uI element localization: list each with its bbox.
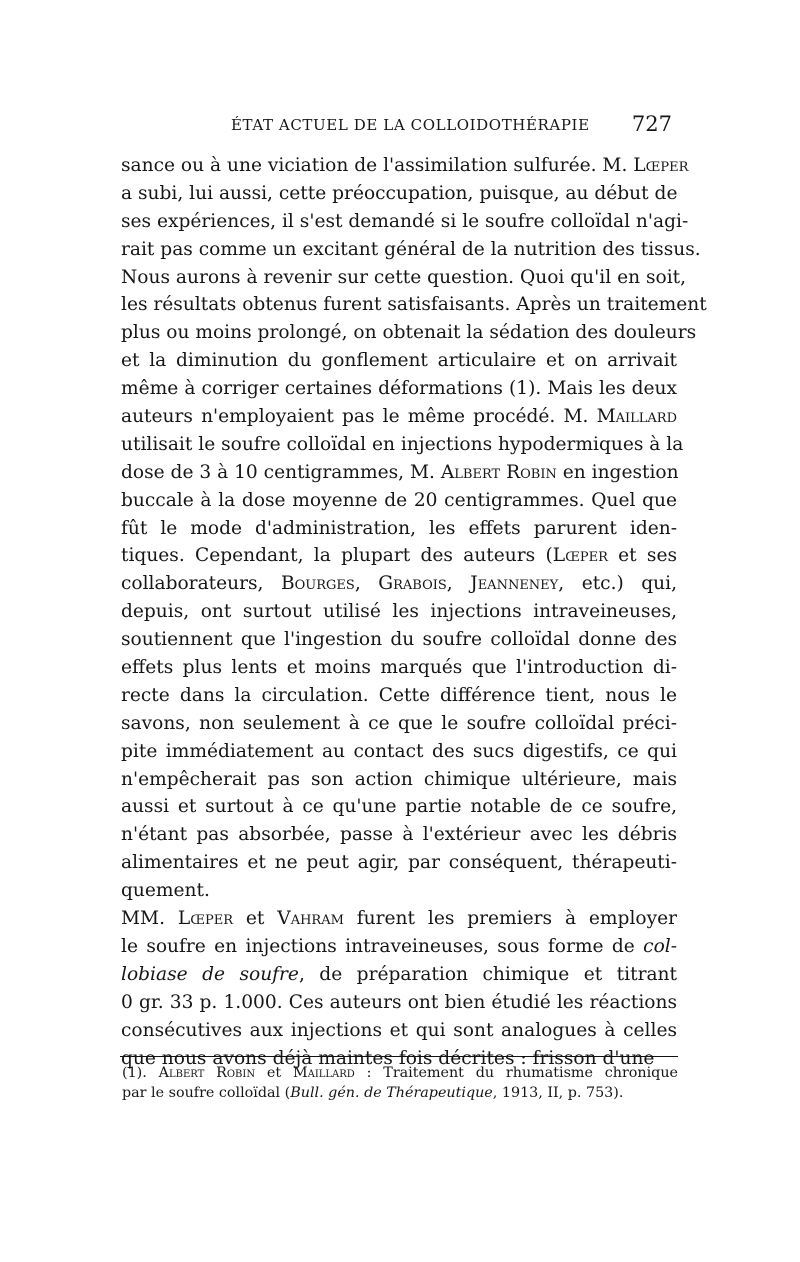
author-name: Jeanneney bbox=[470, 573, 559, 595]
text-run: n'empêcherait pas son action chimique ultérieure, mais bbox=[121, 768, 677, 790]
text-run: par le soufre colloïdal ( bbox=[122, 1084, 291, 1101]
text-line bbox=[121, 347, 677, 375]
author-name: Lœper bbox=[177, 908, 234, 930]
text-line bbox=[121, 403, 677, 431]
author-name: Maillard bbox=[596, 406, 677, 428]
text-line bbox=[121, 319, 697, 347]
author-name: Maillard bbox=[292, 1065, 355, 1081]
text-run: sance ou à une viciation de l'assimilation sulfurée. M. bbox=[121, 155, 634, 176]
text-run: depuis, ont surtout utilisé les injections intraveineuses, bbox=[121, 601, 677, 623]
text-run: ses expériences, il s'est demandé si le soufre colloïdal n'agi- bbox=[121, 210, 689, 232]
text-run: , de préparation chimique et titrant bbox=[298, 963, 677, 985]
text-line bbox=[121, 654, 677, 682]
text-run: n'étant pas absorbée, passe à l'extérieur avec les débris bbox=[121, 824, 677, 846]
text-run: , 1913, II, p. 753). bbox=[492, 1084, 624, 1101]
text-line bbox=[121, 766, 677, 794]
text-run: recte dans la circulation. Cette différence tient, nous le bbox=[121, 684, 677, 706]
running-header bbox=[118, 112, 678, 142]
text-run: fût le mode d'administration, les effets parurent iden- bbox=[121, 517, 677, 539]
text-run: furent les premiers à employer bbox=[343, 908, 677, 930]
text-line bbox=[121, 961, 677, 989]
text-line bbox=[121, 180, 677, 208]
text-run: rait pas comme un excitant général de la nutrition des tissus. bbox=[121, 238, 701, 260]
text-run: effets plus lents et moins marqués que l'introduction di- bbox=[121, 657, 677, 679]
text-line bbox=[121, 738, 677, 766]
text-run: plus ou moins prolongé, on obtenait la sédation des douleurs bbox=[121, 322, 697, 344]
text-run: tiques. Cependant, la plupart des auteurs ( bbox=[121, 545, 553, 567]
text-run: 0 gr. 33 p. 1.000. Ces auteurs ont bien étudié les réactions bbox=[121, 991, 677, 1013]
text-run: les résultats obtenus furent satisfaisants. Après un traitement bbox=[121, 294, 707, 316]
text-line bbox=[121, 821, 677, 849]
author-name: Albert Robin bbox=[158, 1065, 256, 1081]
text-line bbox=[121, 1017, 677, 1045]
text-run: et bbox=[255, 1065, 293, 1081]
text-run: aussi et surtout à ce qu'une partie notable de ce soufre, bbox=[121, 796, 677, 818]
text-run: utilisait le soufre colloïdal en injections hypodermiques à la bbox=[121, 433, 684, 455]
text-run: , bbox=[354, 573, 379, 595]
page-number: 727 bbox=[631, 112, 672, 136]
text-line bbox=[121, 236, 701, 264]
text-run: , etc.) qui, bbox=[558, 573, 677, 595]
text-line bbox=[121, 208, 689, 236]
text-run: et la diminution du gonflement articulaire et on arrivait bbox=[121, 350, 677, 372]
text-line bbox=[121, 487, 677, 515]
text-line bbox=[121, 989, 677, 1017]
text-run: a subi, lui aussi, cette préoccupation, puisque, au début de bbox=[121, 182, 678, 204]
text-run: soutiennent que l'ingestion du soufre colloïdal donne des bbox=[121, 629, 677, 651]
text-run: même à corriger certaines déformations (1). Mais les deux bbox=[121, 378, 677, 400]
text-run: et bbox=[233, 908, 278, 930]
text-run: MM. bbox=[121, 908, 178, 930]
author-name: Lœper bbox=[633, 155, 689, 176]
text-line bbox=[121, 849, 677, 877]
italic-text: lobiase de soufre bbox=[121, 963, 299, 985]
text-line bbox=[121, 933, 677, 961]
running-title: ÉTAT ACTUEL DE LA COLLOIDOTHÉRAPIE bbox=[231, 116, 590, 134]
author-name: Vahram bbox=[277, 908, 344, 930]
text-line bbox=[121, 542, 677, 570]
text-run: que nous avons déjà maintes fois décrites : frisson d'une bbox=[121, 1047, 655, 1069]
body-text bbox=[121, 152, 707, 1072]
text-run: quement. bbox=[121, 880, 210, 902]
footnote-line bbox=[122, 1084, 678, 1104]
text-run: en ingestion bbox=[556, 461, 679, 483]
text-line bbox=[121, 264, 687, 292]
text-line bbox=[121, 431, 684, 459]
text-run: (1). bbox=[122, 1065, 159, 1081]
text-line bbox=[121, 793, 677, 821]
text-run: , bbox=[446, 573, 471, 595]
text-line bbox=[121, 515, 677, 543]
text-line bbox=[121, 626, 677, 654]
footnote bbox=[122, 1064, 678, 1103]
text-line bbox=[121, 375, 677, 403]
text-line bbox=[121, 877, 677, 905]
author-name: Grabois bbox=[378, 573, 447, 595]
italic-text: col- bbox=[643, 935, 677, 957]
text-line bbox=[121, 598, 677, 626]
text-run: le soufre en injections intraveineuses, sous forme de bbox=[121, 935, 644, 957]
text-line bbox=[121, 570, 677, 598]
text-run: buccale à la dose moyenne de 20 centigrammes. Quel que bbox=[121, 489, 677, 511]
text-run: collaborateurs, bbox=[121, 573, 281, 595]
text-run: : Traitement du rhumatisme chronique bbox=[354, 1065, 679, 1081]
text-line bbox=[121, 459, 677, 487]
text-run: dose de 3 à 10 centigrammes, M. bbox=[121, 461, 441, 483]
text-line bbox=[121, 152, 689, 180]
text-run: et ses bbox=[607, 545, 677, 567]
author-name: Bourges bbox=[280, 573, 355, 595]
text-line bbox=[121, 682, 677, 710]
footnote-rule bbox=[120, 1056, 678, 1057]
text-run: auteurs n'employaient pas le même procédé. M. bbox=[121, 406, 597, 428]
footnote-line bbox=[122, 1064, 678, 1084]
author-name: Lœper bbox=[552, 545, 608, 567]
text-line bbox=[121, 291, 707, 319]
text-run: Nous aurons à revenir sur cette question. Quoi qu'il en soit, bbox=[121, 266, 687, 288]
text-run: pite immédiatement au contact des sucs digestifs, ce qui bbox=[121, 740, 677, 762]
author-name: Albert Robin bbox=[440, 461, 557, 483]
text-line bbox=[121, 710, 677, 738]
text-run: savons, non seulement à ce que le soufre colloïdal préci- bbox=[121, 712, 677, 734]
italic-text: Bull. gén. de Thérapeutique bbox=[290, 1084, 493, 1101]
text-line bbox=[121, 905, 677, 933]
text-run: alimentaires et ne peut agir, par conséquent, thérapeuti- bbox=[121, 852, 677, 874]
text-run: consécutives aux injections et qui sont analogues à celles bbox=[121, 1019, 677, 1041]
